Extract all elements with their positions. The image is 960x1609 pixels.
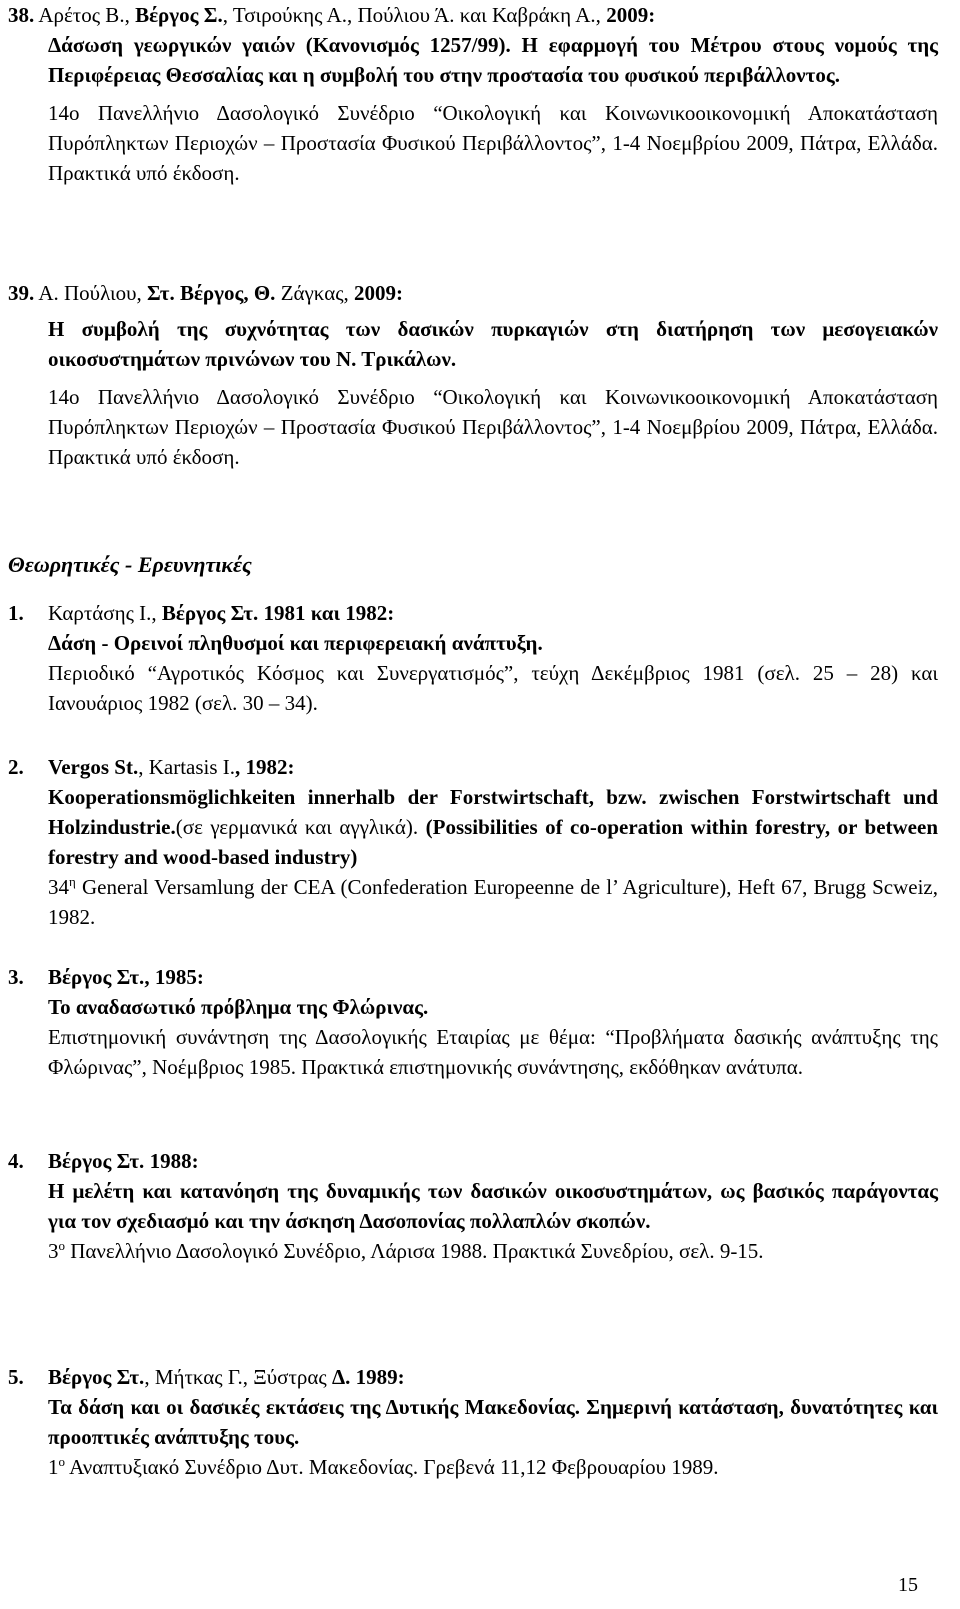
item-author-highlight: Βέργος Στ. bbox=[161, 601, 259, 625]
page-number: 15 bbox=[898, 1574, 918, 1596]
publication-item-2 bbox=[8, 752, 938, 932]
item-venue: $3^o$ Πανελλήνιο Δασολογικό Συνέδριο, Λάρισα 1988. Πρακτικά Συνεδρίου, σελ. 9-15. bbox=[48, 1238, 764, 1263]
ordinal-superscript: η bbox=[69, 874, 76, 889]
item-title: Δάση - Ορεινοί πληθυσμοί και περιφερειακή ανάπτυξη. bbox=[48, 631, 543, 655]
ref-venue: 14ο Πανελλήνιο Δασολογικό Συνέδριο “Οικολογική και Κοινωνικοοικονομική Αποκατάσταση Πυρόπληκτων Περιοχών – Προστασία Φυσικού Περιβάλλοντος”, 1-4 Νοεμβρίου 2009, Πάτρα, Ελλάδα. Πρακτικά υπό έκδοση. bbox=[48, 385, 938, 469]
publication-item-3 bbox=[8, 962, 938, 1082]
ref-number: 38. bbox=[8, 3, 35, 27]
item-title: Η μελέτη και κατανόηση της δυναμικής των δασικών οικοσυστημάτων, ως βασικός παράγοντας για τον σχεδιασμό και την άσκηση Δασοπονίας πολλαπλών σκοπών. bbox=[48, 1179, 938, 1233]
item-venue: Επιστημονική συνάντηση της Δασολογικής Εταιρίας με θέμα: “Προβλήματα δασικής ανάπτυξης της Φλώρινας”, Νοέμβριος 1985. Πρακτικά επιστημονικής συνάντησης, εκδόθηκαν ανάτυπα. bbox=[48, 1025, 938, 1079]
reference-39 bbox=[8, 278, 938, 472]
item-title: Kooperationsmöglichkeiten innerhalb der Forstwirtschaft, bzw. zwischen Forstwirtschaft und Holzindustrie.(σε γερμανικά και αγγλικά). (Possibilities of co-operation within forestry, or between forestry and wood-based industry) bbox=[48, 785, 938, 869]
publication-item-4 bbox=[8, 1146, 938, 1266]
ref-authors-rest: , Τσιρούκης Α., Πούλιου Ά. και Καβράκη Α., bbox=[222, 3, 607, 27]
item-year: 1988: bbox=[144, 1149, 199, 1173]
item-authors-rest: , Μήτκας Γ., Ξύστρας bbox=[144, 1365, 332, 1389]
ref-authors: Αρέτος Β., bbox=[38, 3, 136, 27]
item-authors: , Kartasis I. bbox=[138, 755, 236, 779]
item-number: 1. bbox=[8, 601, 24, 625]
ordinal-superscript: ο bbox=[58, 1238, 65, 1253]
ref-title: Δάσωση γεωργικών γαιών (Κανονισμός 1257/99). Η εφαρμογή του Μέτρου στους νομούς της Περιφέρειας Θεσσαλίας και η συμβολή του στην προστασία του φυσικού περιβάλλοντος. bbox=[48, 33, 938, 87]
item-number: 4. bbox=[8, 1149, 24, 1173]
item-year: , 1985: bbox=[144, 965, 204, 989]
item-number: 3. bbox=[8, 965, 24, 989]
item-year: 1981 και 1982: bbox=[258, 601, 395, 625]
ref-author-highlight: Στ. Βέργος, Θ. bbox=[147, 281, 276, 305]
ref-authors: Α. Πούλιου, bbox=[34, 281, 148, 305]
item-author-highlight: Vergos St. bbox=[48, 755, 139, 779]
publication-item-5 bbox=[8, 1362, 938, 1482]
item-year: Δ. 1989: bbox=[331, 1365, 405, 1389]
item-title: Το αναδασωτικό πρόβλημα της Φλώρινας. bbox=[48, 995, 429, 1019]
item-author-highlight: Βέργος Στ. bbox=[48, 1365, 145, 1389]
item-title-english: (Possibilities of co-operation within forestry, or between forestry and wood-based industry) bbox=[48, 815, 938, 869]
item-number: 5. bbox=[8, 1365, 24, 1389]
ref-authors-rest: Ζάγκας, bbox=[275, 281, 355, 305]
ref-number: 39. bbox=[8, 281, 35, 305]
item-title-note: (σε γερμανικά και αγγλικά). bbox=[175, 815, 419, 839]
item-author-highlight: Βέργος Στ. bbox=[48, 1149, 145, 1173]
item-title: Τα δάση και οι δασικές εκτάσεις της Δυτικής Μακεδονίας. Σημερινή κατάσταση, δυνατότητες και προοπτικές ανάπτυξης τους. bbox=[48, 1395, 938, 1449]
item-venue: $34^\eta$ General Versamlung der CEA (Confederation Europeenne de l’ Agriculture), Heft 67, Brugg Scweiz, 1982. bbox=[48, 874, 938, 929]
item-authors: Καρτάσης Ι., bbox=[48, 601, 162, 625]
ref-year: 2009: bbox=[354, 281, 404, 305]
ref-venue: 14ο Πανελλήνιο Δασολογικό Συνέδριο “Οικολογική και Κοινωνικοοικονομική Αποκατάσταση Πυρόπληκτων Περιοχών – Προστασία Φυσικού Περιβάλλοντος”, 1-4 Νοεμβρίου 2009, Πάτρα, Ελλάδα. Πρακτικά υπό έκδοση. bbox=[48, 101, 938, 185]
ref-author-highlight: Βέργος Σ. bbox=[135, 3, 223, 27]
ref-year: 2009: bbox=[606, 3, 656, 27]
section-title: Θεωρητικές - Ερευνητικές bbox=[8, 552, 252, 577]
reference-38 bbox=[8, 0, 938, 188]
item-year: , 1982: bbox=[235, 755, 295, 779]
item-author-highlight: Βέργος Στ. bbox=[48, 965, 145, 989]
item-number: 2. bbox=[8, 755, 24, 779]
ref-title: Η συμβολή της συχνότητας των δασικών πυρκαγιών στη διατήρηση των μεσογειακών οικοσυστημάτων πριvώνων του Ν. Τρικάλων. bbox=[48, 317, 938, 371]
ordinal-superscript: ο bbox=[58, 1454, 65, 1469]
publication-item-1 bbox=[8, 598, 938, 718]
item-venue: $1^o$ Αναπτυξιακό Συνέδριο Δυτ. Μακεδονίας. Γρεβενά 11,12 Φεβρουαρίου 1989. bbox=[48, 1454, 719, 1479]
item-venue: Περιοδικό “Αγροτικός Κόσμος και Συνεργατισμός”, τεύχη Δεκέμβριος 1981 (σελ. 25 – 28) και Ιανουάριος 1982 (σελ. 30 – 34). bbox=[48, 661, 938, 715]
